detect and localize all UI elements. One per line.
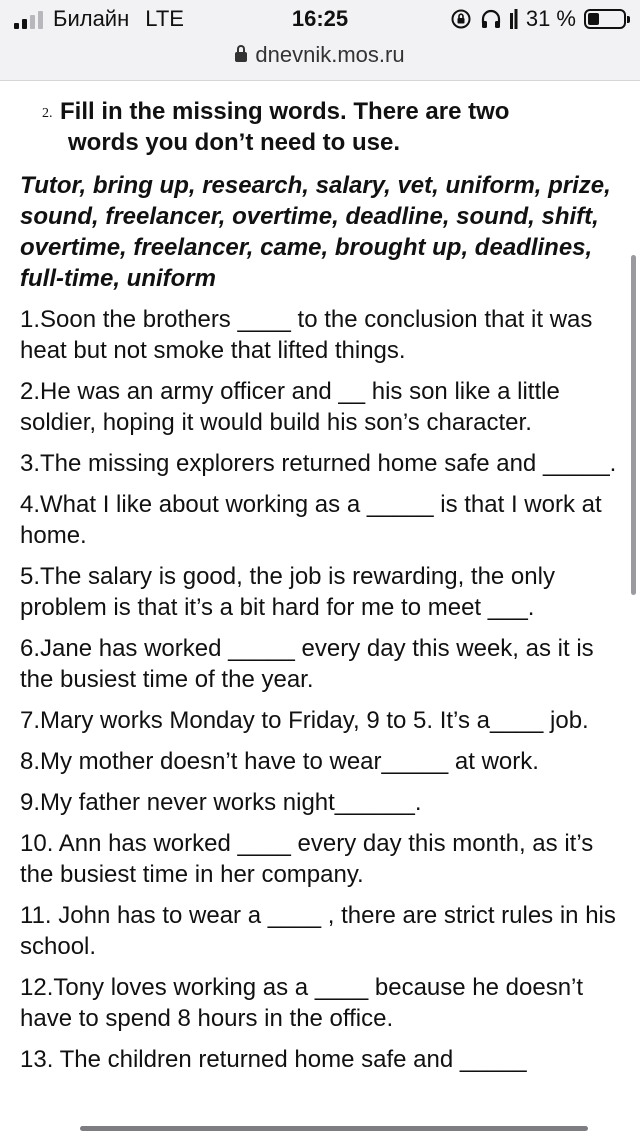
question-8: 8.My mother doesn’t have to wear_____ at work.: [20, 748, 539, 775]
task-number: 2.: [42, 106, 53, 121]
question-10: 10. Ann has worked ____ every day this month, as it’s the busiest time in her company.: [20, 830, 594, 888]
status-icons: [450, 6, 626, 32]
question-13: 13. The children returned home safe and _____: [20, 1046, 527, 1073]
question-1: 1.Soon the brothers ____ to the conclusion that it was heat but not smoke that lifted things.: [20, 306, 593, 364]
carrier-name: Билайн: [53, 6, 130, 31]
address-bar[interactable]: [0, 42, 640, 68]
signal-bars-small-icon: [510, 9, 518, 29]
question-12: 12.Tony loves working as a ____ because he doesn’t have to spend 8 hours in the office.: [20, 974, 584, 1032]
question-4: 4.What I like about working as a _____ is that I work at home.: [20, 491, 602, 549]
question-5: 5.The salary is good, the job is rewarding, the only problem is that it’s a bit hard for me to meet ___.: [20, 563, 555, 621]
question-7: 7.Mary works Monday to Friday, 9 to 5. It’s a____ job.: [20, 707, 589, 734]
question-3: 3.The missing explorers returned home safe and _____.: [20, 450, 617, 477]
question-2: 2.He was an army officer and __ his son like a little soldier, hoping it would build his son’s character.: [20, 378, 560, 436]
horizontal-scrollbar[interactable]: [80, 1126, 588, 1131]
page-url: dnevnik.mos.ru: [255, 42, 405, 67]
headphones-icon: [480, 8, 502, 30]
task-title-line-2: words you don’t need to use.: [68, 129, 401, 156]
task-heading: [20, 96, 632, 158]
worksheet: [20, 96, 632, 1085]
network-type: LTE: [145, 6, 184, 31]
question-11: 11. John has to wear a ____ , there are strict rules in his school.: [20, 902, 616, 960]
status-bar: [0, 0, 640, 81]
orientation-lock-icon: [450, 8, 472, 30]
question-9: 9.My father never works night______.: [20, 789, 422, 816]
task-title-line-1: Fill in the missing words. There are two: [60, 98, 510, 125]
battery-percent: 31 %: [525, 6, 576, 31]
clock: 16:25: [291, 6, 349, 31]
vertical-scrollbar[interactable]: [631, 255, 636, 595]
lock-icon: [235, 52, 247, 62]
word-bank: Tutor, bring up, research, salary, vet, uniform, prize, sound, freelancer, overtime, deadline, sound, shift, overtime, freelancer, came, brought up, deadlines, full-time, uniform: [20, 172, 611, 292]
battery-icon: [584, 9, 626, 29]
question-6: 6.Jane has worked _____ every day this week, as it is the busiest time of the year.: [20, 635, 594, 693]
